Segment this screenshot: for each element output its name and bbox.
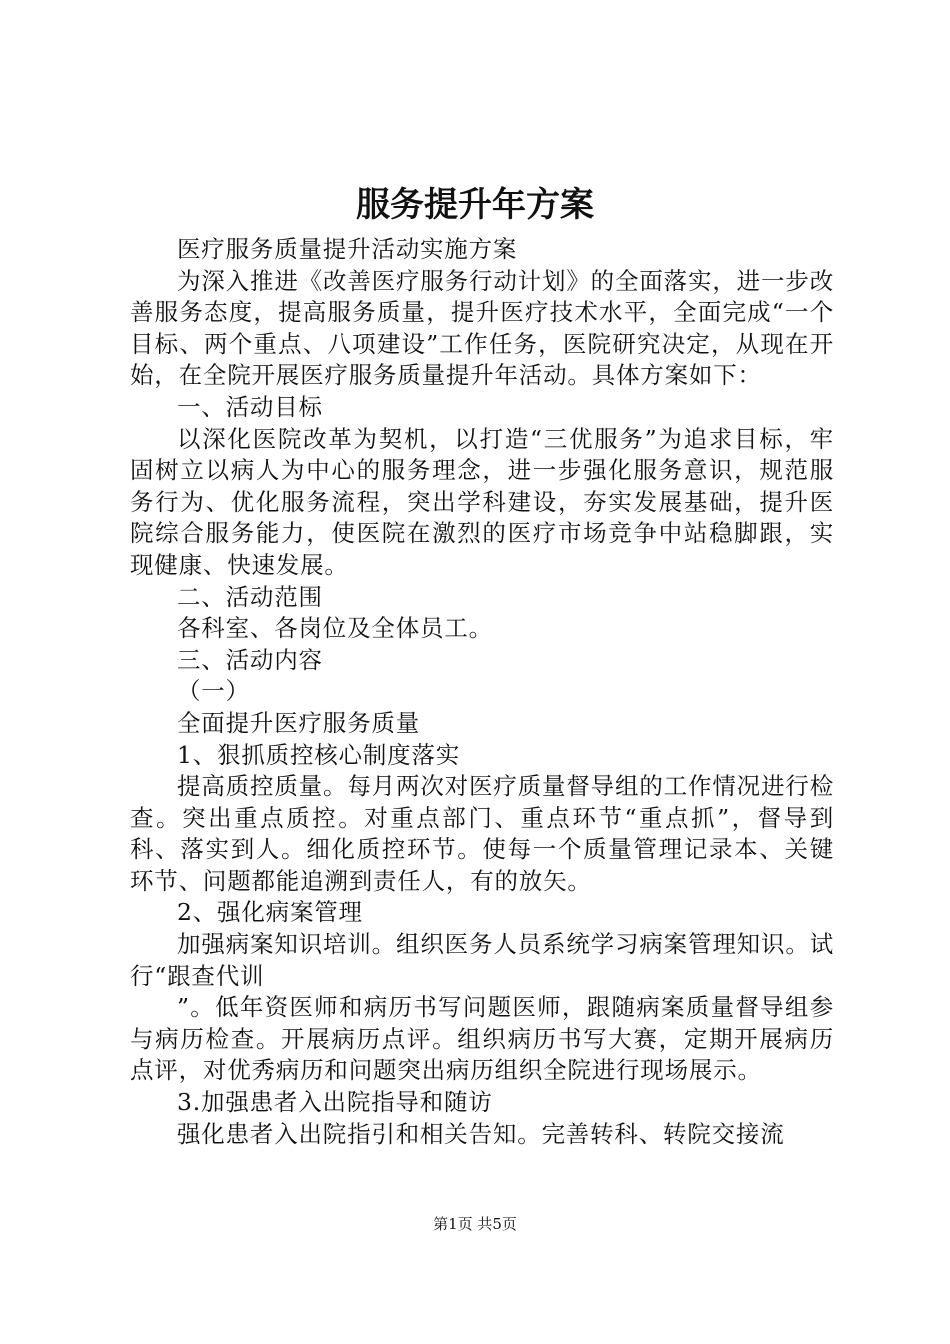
item-heading-records: 2、强化病案管理 (177, 898, 363, 927)
subsection-number: （一） (177, 677, 250, 706)
item-heading-admission: 3.加强患者入出院指导和随访 (177, 1088, 493, 1117)
paragraph-heading-plan: 医疗服务质量提升活动实施方案 (177, 235, 518, 263)
subsection-title: 全面提升医疗服务质量 (177, 708, 420, 737)
paragraph-intro: 为深入推进《改善医疗服务行动计划》的全面落实，进一步改善服务态度，提高服务质量，提升医疗技术水平，全面完成“一个目标、两个重点、八项建设”工作任务，医院研究决定，从现在开始，在全院开展医疗服务质量提升年活动。具体方案如下： (130, 266, 834, 390)
paragraph-admission: 强化患者入出院指引和相关告知。完善转科、转院交接流 (177, 1119, 785, 1148)
paragraph-quality-control: 提高质控质量。每月两次对医疗质量督导组的工作情况进行检查。突出重点质控。对重点部门、重点环节“重点抓”，督导到科、落实到人。细化质控环节。使每一个质量管理记录本、关键环节、问题都能追溯到责任人，有的放矢。 (130, 772, 834, 895)
section-heading-scope: 二、活动范围 (177, 582, 323, 611)
paragraph-goal: 以深化医院改革为契机，以打造“三优服务”为追求目标，牢固树立以病人为中心的服务理念，进一步强化服务意识，规范服务行为、优化服务流程，突出学科建设，夯实发展基础，提升医院综合服务能力，使医院在激烈的医疗市场竞争中站稳脚跟，实现健康、快速发展。 (130, 424, 834, 579)
item-heading-quality-control: 1、狠抓质控核心制度落实 (177, 740, 461, 769)
section-heading-goal: 一、活动目标 (177, 392, 323, 421)
document-body (130, 234, 834, 1150)
paragraph-scope: 各科室、各岗位及全体员工。 (177, 614, 493, 643)
paragraph-records-training: 加强病案知识培训。组织医务人员系统学习病案管理知识。试行“跟查代训 (130, 930, 834, 990)
document-title: 服务提升年方案 (356, 185, 594, 225)
paragraph-records-review: ”。低年资医师和病历书写问题医师，跟随病案质量督导组参与病历检查。开展病历点评。组织病历书写大赛，定期开展病历点评，对优秀病历和问题突出病历组织全院进行现场展示。 (130, 993, 834, 1085)
page-footer: 第1页 共5页 (433, 1215, 517, 1233)
section-heading-content: 三、活动内容 (177, 645, 323, 674)
